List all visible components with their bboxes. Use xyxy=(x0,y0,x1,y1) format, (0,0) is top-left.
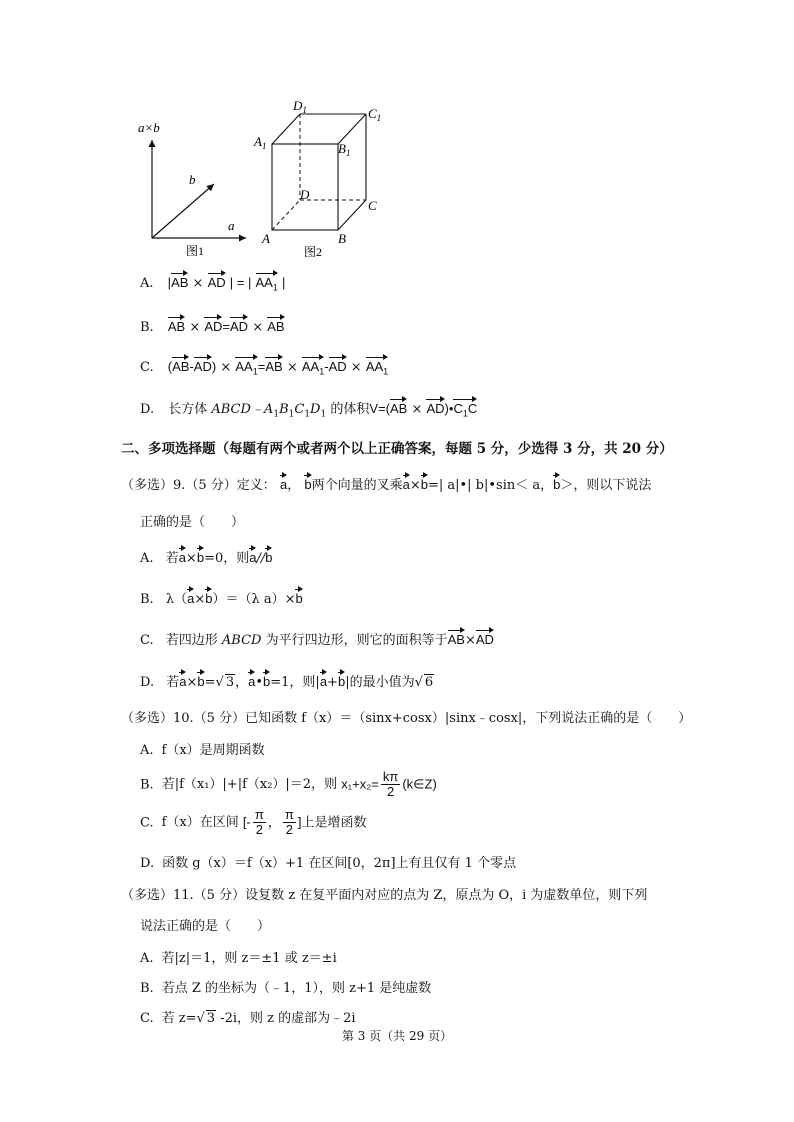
vector-b: b xyxy=(295,588,302,606)
vector-b: b xyxy=(197,671,204,689)
option-letter: D. xyxy=(140,402,155,417)
cross-sign: × xyxy=(189,320,201,335)
abs-bar: | xyxy=(282,275,286,290)
vector-ad: AD xyxy=(204,316,222,334)
label-b: b xyxy=(189,172,196,187)
q9-stem: （多选）9.（5 分）定义： a， b两个向量的叉乘a×b=| a|•| b|•sin＜ a，b＞，则以下说法 xyxy=(121,474,651,493)
q8-option-b xyxy=(140,316,285,335)
vector-b: b xyxy=(263,671,270,689)
fraction-pi-2: $\frac{\pi}{2}$ xyxy=(254,807,264,838)
figure-2 xyxy=(253,98,381,259)
vector-ab: AB xyxy=(265,356,282,374)
vector-a: a xyxy=(179,671,186,689)
q9-option-d: D. 若a×b=√ 3，a•b=1，则|a+b|的最小值为√ 6 xyxy=(140,671,434,690)
q8-option-d: D. 长方体 $ABCD﹣A_1B_1C_1D_1$ 的体积$V=(AB \times AD)•C_1C$ xyxy=(140,398,477,420)
label-A1: $A_1$ xyxy=(254,134,267,151)
q10-stem: （多选）10.（5 分）已知函数 f（x）＝（sinx+cosx）|sinx﹣cosx|，下列说法正确的是（ ） xyxy=(121,711,692,726)
option-letter: A. xyxy=(140,276,154,291)
option-letter: C. xyxy=(140,360,154,375)
vector-aa1: $AA_1$ xyxy=(366,356,388,377)
vector-ab: AB xyxy=(172,356,189,374)
label-a: a xyxy=(228,218,235,233)
label-C1: $C_1$ xyxy=(368,106,382,123)
vector-ab: AB xyxy=(267,316,284,334)
q8-option-c: C. $(AB-AD) \times AA_1=AB \times AA_1-AD \times AA_1$ xyxy=(140,356,388,377)
cross-sign: × xyxy=(192,276,204,291)
q9-option-a: A. 若a×b=0，则a//b xyxy=(140,547,272,566)
fraction-kpi-2: $\frac{k\pi}{2}$ xyxy=(382,769,399,800)
vector-a: a xyxy=(249,547,256,565)
vector-a: a xyxy=(320,671,327,689)
figures-svg xyxy=(128,98,398,263)
sqrt-3: 3 xyxy=(206,1011,216,1026)
figure-1-caption: 图1 xyxy=(186,244,205,258)
vector-ad: AD xyxy=(208,272,226,290)
vector-b: b xyxy=(265,547,272,565)
page-footer: 第 3 页（共 29 页） xyxy=(341,1029,453,1043)
figure-2-caption: 图2 xyxy=(304,245,323,259)
vector-ad: AD xyxy=(329,356,347,374)
vector-b: b xyxy=(553,474,560,492)
q10-option-c: C. f（x）在区间 [- $\frac{\pi}{2}$ ， $\frac{\pi}{2}$ ]上是增函数 xyxy=(140,807,367,838)
sqrt-3: 3 xyxy=(225,675,235,690)
q10-option-d: D. 函数 g（x）＝f（x）+1 在区间[0，2π]上有且仅有 1 个零点 xyxy=(140,856,517,871)
vector-c1c: $C_1C$ xyxy=(453,398,477,419)
section-2-heading: 二、多项选择题（每题有两个或者两个以上正确答案，每题 5 分，少选得 3 分，共 20 分） xyxy=(121,441,673,457)
q10-option-a: A. f（x）是周期函数 xyxy=(140,743,265,758)
q11-stem: （多选）11.（5 分）设复数 z 在复平面内对应的点为 Z，原点为 O，i 为虚数单位，则下列 xyxy=(121,888,648,903)
fraction-pi-2: $\frac{\pi}{2}$ xyxy=(284,807,294,838)
vector-b: b xyxy=(197,547,204,565)
q10-option-b: B. 若|f（x₁）|+|f（x₂）|＝2，则 x₁+x₂= $\frac{k\pi}{2}$ (k∈Z) xyxy=(140,769,437,800)
q9-option-b: B. λ（a×b）＝（λ a）×b xyxy=(140,588,303,607)
b-vector xyxy=(152,184,214,238)
vector-ad: AD xyxy=(194,356,212,374)
cross-sign: × xyxy=(252,320,264,335)
option-letter: B. xyxy=(140,320,154,335)
label-B1: $B_1$ xyxy=(338,141,351,158)
q11-option-a: A. 若|z|＝1，则 z＝±1 或 z＝±i xyxy=(140,951,337,966)
vector-a: a xyxy=(403,474,410,492)
q11-option-b: B. 若点 Z 的坐标为（﹣1，1），则 z+1 是纯虚数 xyxy=(140,981,432,996)
q8-option-a: A. |AB × AD | = | $AA_1$ | xyxy=(140,272,285,293)
sqrt-6: 6 xyxy=(424,675,434,690)
label-B: B xyxy=(338,231,346,246)
vector-aa1: $AA_1$ xyxy=(256,272,278,293)
vector-b: b xyxy=(421,474,428,492)
vector-b: b xyxy=(304,474,311,492)
vector-a: a xyxy=(248,671,255,689)
vector-a: a xyxy=(179,547,186,565)
label-A: A xyxy=(262,231,270,246)
vector-aa1: $AA_1$ xyxy=(235,356,257,377)
vector-ad: AD xyxy=(230,316,248,334)
equal-sign: = xyxy=(222,319,231,334)
vector-ab: AB xyxy=(390,398,407,416)
vector-ad: AD xyxy=(426,398,444,416)
vector-b: b xyxy=(205,588,212,606)
vector-aa1: $AA_1$ xyxy=(302,356,324,377)
figure-1 xyxy=(138,120,246,258)
label-D1: $D_1$ xyxy=(293,98,307,115)
label-C: C xyxy=(368,198,377,213)
q9-stem-line2: 正确的是（ ） xyxy=(140,515,245,530)
vector-ab: AB xyxy=(171,272,188,290)
q11-stem-line2: 说法正确的是（ ） xyxy=(140,919,271,934)
vector-ad: AD xyxy=(476,629,494,647)
vector-a: a xyxy=(280,474,287,492)
q11-option-c: C. 若 z=√ 3 -2i，则 z 的虚部为﹣2i xyxy=(140,1011,356,1026)
label-axb: a×b xyxy=(138,120,160,135)
vector-a: a xyxy=(187,588,194,606)
label-D: D xyxy=(300,187,310,202)
abs-equal: | = | xyxy=(229,275,252,290)
q9-option-c: C. 若四边形 ABCD 为平行四边形，则它的面积等于AB×AD xyxy=(140,629,494,648)
vector-ab: AB xyxy=(448,629,465,647)
vector-ab: AB xyxy=(168,316,185,334)
vector-b: b xyxy=(338,671,345,689)
